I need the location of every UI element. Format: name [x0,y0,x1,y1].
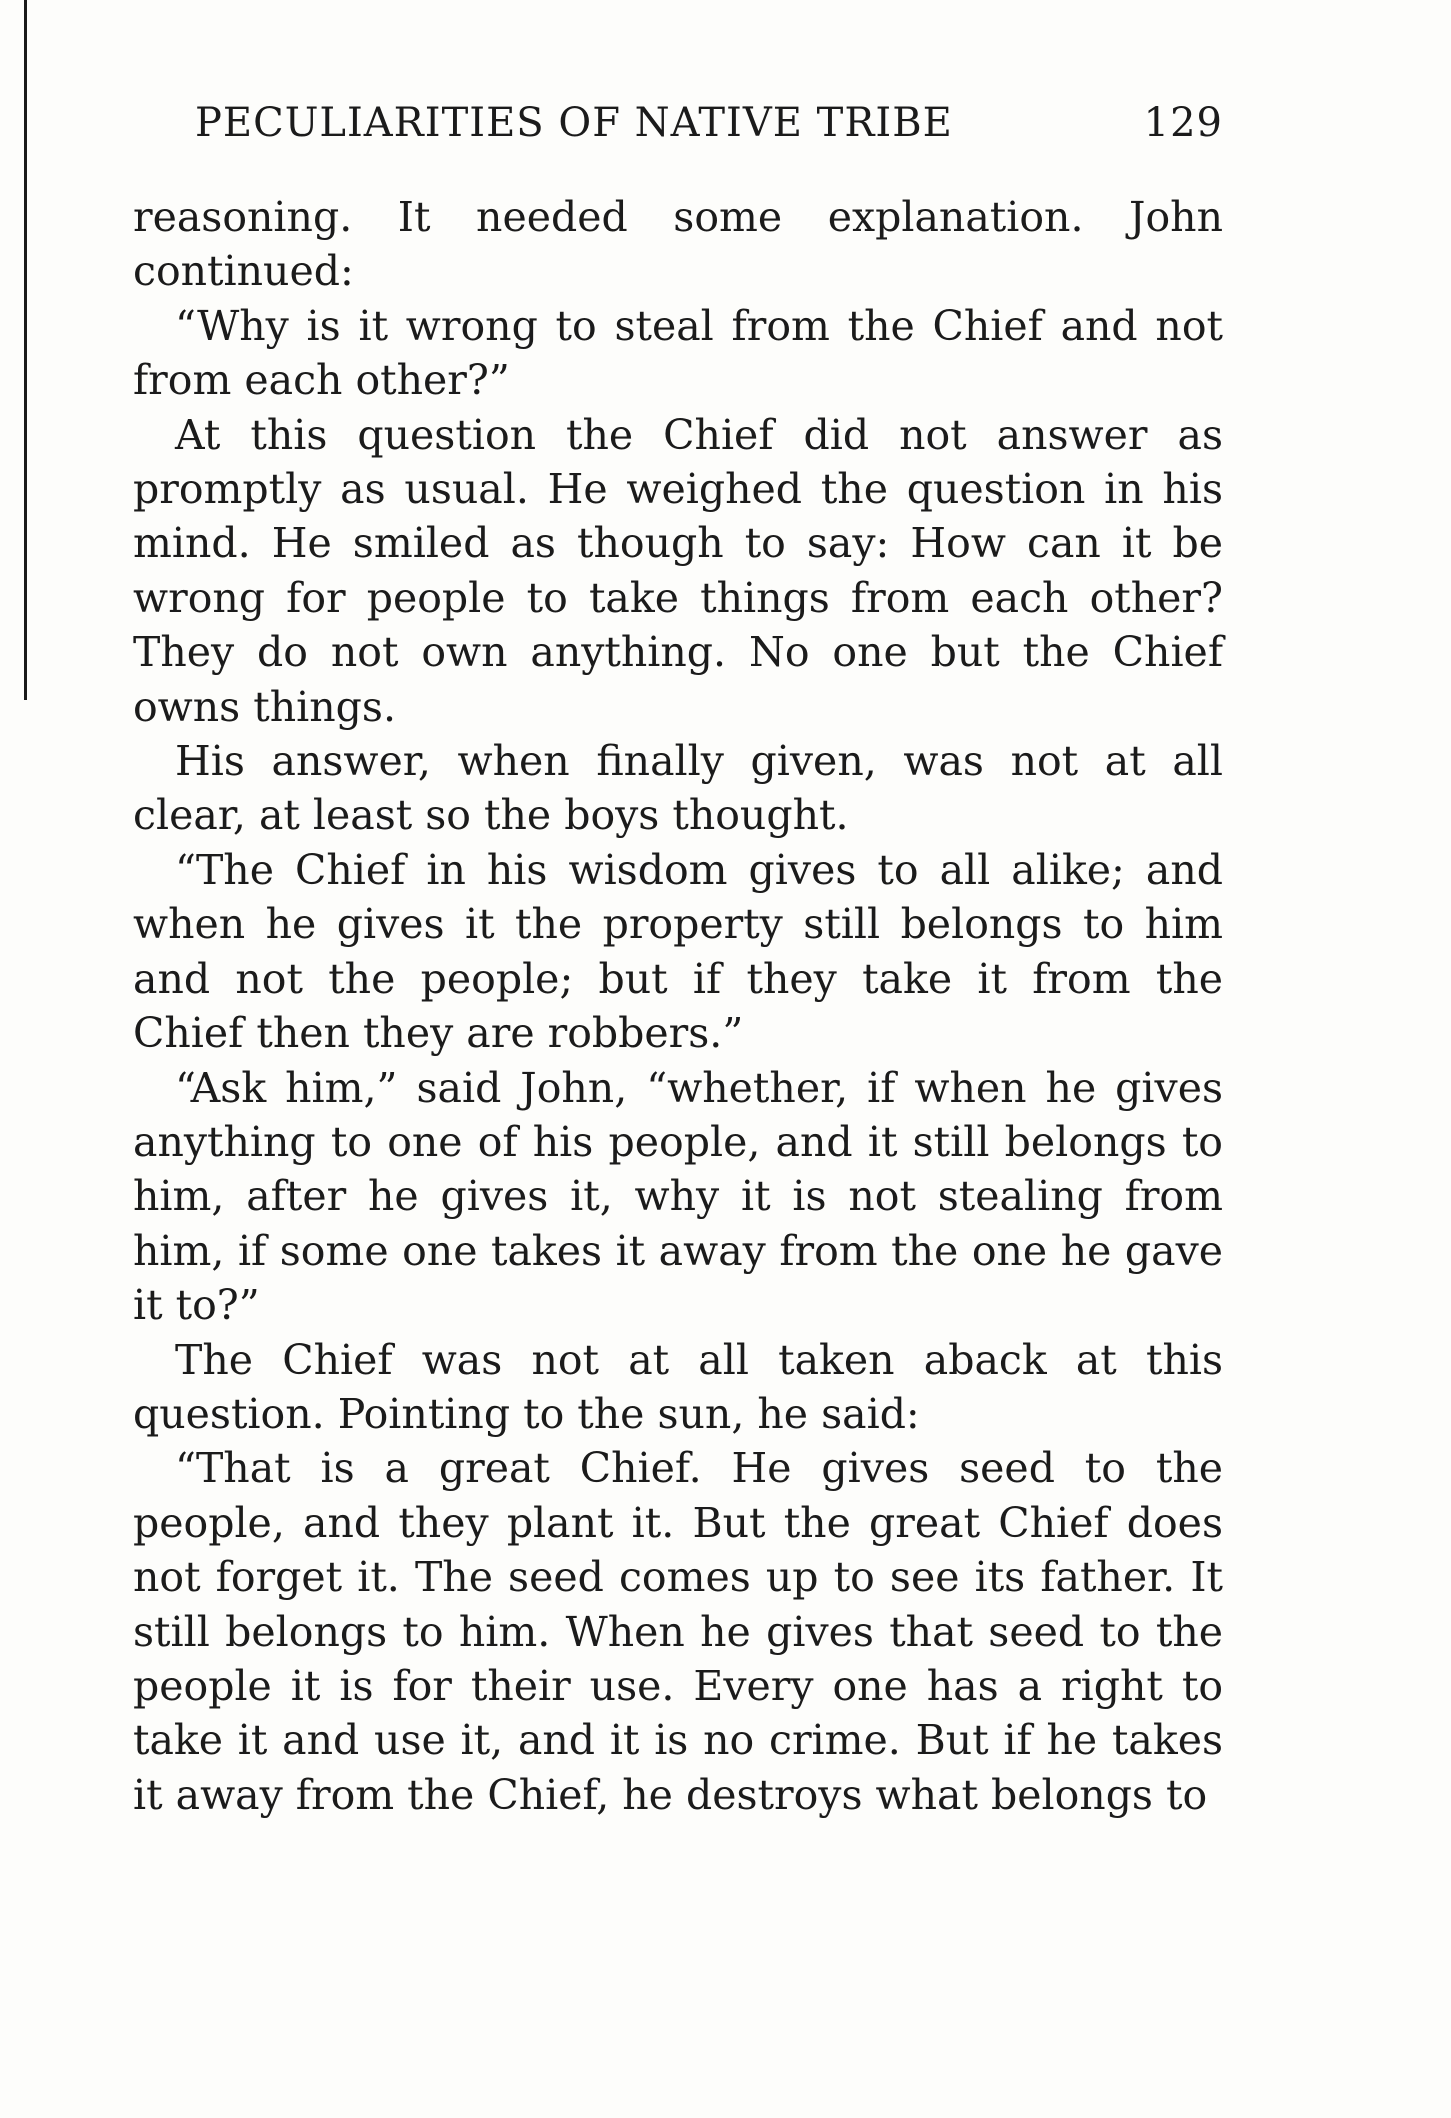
binding-edge-line [24,0,27,700]
paragraph: “Why is it wrong to steal from the Chief and not from each other?” [133,301,1223,405]
paragraph: At this question the Chief did not answer as promptly as usual. He weighed the question in his mind. He smiled as though to say: How can it be wrong for people to take things from each other? They do not own anything. No one but the Chief owns things. [133,410,1223,731]
paragraph: “The Chief in his wisdom gives to all alike; and when he gives it the property still belongs to him and not the people; but if they take it from the Chief then they are robbers.” [133,845,1223,1058]
page-number: 129 [1143,100,1223,146]
paragraph: reasoning. It needed some explanation. John continued: [133,193,1223,296]
paragraph: His answer, when finally given, was not at all clear, at least so the boys thought. [133,737,1223,840]
paragraph: The Chief was not at all taken aback at this question. Pointing to the sun, he said: [133,1335,1223,1438]
paragraph: “Ask him,” said John, “whether, if when he gives anything to one of his people, and it still belongs to him, after he gives it, why it is not stealing from him, if some one takes it away from the one he gave it to?” [133,1063,1223,1330]
paragraph: “That is a great Chief. He gives seed to the people, and they plant it. But the great Chief does not forget it. The seed comes up to see its father. It still belongs to him. When he gives that seed to the people it is for their use. Every one has a right to take it and use it, and it is no crime. But if he takes it away from the Chief, he destroys what belongs to [133,1444,1223,1819]
body-text [133,190,1223,1822]
page-header [195,100,1223,170]
running-title: PECULIARITIES OF NATIVE TRIBE [195,100,953,146]
